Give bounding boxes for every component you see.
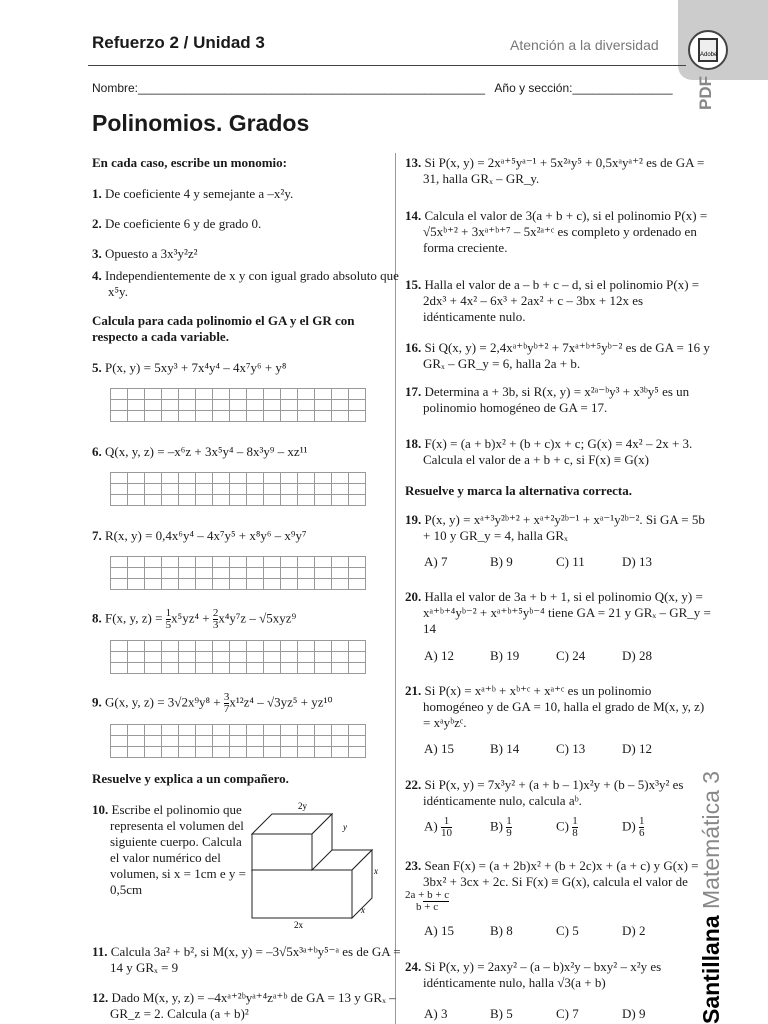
label-2x: 2x <box>294 920 303 930</box>
problem-14 <box>405 208 713 256</box>
problem-3 <box>92 246 387 262</box>
answer-grid-6[interactable] <box>110 472 366 506</box>
problem-number: 7. <box>92 528 102 543</box>
label-x-depth: x <box>361 905 365 915</box>
problem-number: 11. <box>92 944 108 959</box>
problem-text: Halla el valor de a – b + c – d, si el polinomio P(x) = 2dx³ + 4x² – 6x³ + 2ax² + c – 3bx + 12x es idénticamente nulo. <box>423 277 700 324</box>
problem-number: 20. <box>405 589 422 604</box>
option[interactable]: C) 11 <box>556 554 585 569</box>
problem-12 <box>92 990 406 1022</box>
problem-21 <box>405 683 713 731</box>
problem-number: 4. <box>92 268 102 283</box>
problem-5 <box>92 360 392 376</box>
problem-text-post: x⁴y⁷z – √5xyz⁹ <box>218 610 297 626</box>
volume-figure <box>244 800 384 930</box>
problem-13 <box>405 155 713 187</box>
option[interactable]: B) 19 <box>490 648 520 663</box>
problem-number: 18. <box>405 436 422 451</box>
problem-9 <box>92 692 392 715</box>
problem-number: 8. <box>92 610 102 626</box>
problem-text: Independientemente de x y con igual grado absoluto que x⁵y. <box>105 268 399 299</box>
problem-17 <box>405 384 713 416</box>
problem-text: Si P(x, y) = 2xᵃ⁺⁵yᵃ⁻¹ + 5x²ᵃy⁵ + 0,5xᵃyᵃ⁺² es de GA = 31, halla GRₓ – GR_y. <box>423 155 705 186</box>
problem-7 <box>92 528 392 544</box>
options-24 <box>424 1006 688 1022</box>
problem-text: Dado M(x, y, z) = –4xᵃ⁺²ᵇyᵃ⁺⁴zᵃ⁺ᵇ de GA = 13 y GRₓ – GR_z = 2. Calcula (a + b)² <box>110 990 396 1021</box>
page-title: Polinomios. Grados <box>92 110 310 136</box>
option[interactable]: B) 8 <box>490 923 513 938</box>
option[interactable]: D) 12 <box>622 741 652 756</box>
problem-number: 22. <box>405 777 422 792</box>
problem-text: Calcula 3a² + b², si M(x, y) = –3√5x³ᵃ⁺ᵇy⁵⁻ᵃ es de GA = 14 y GRₓ = 9 <box>110 944 401 975</box>
option[interactable]: C) 24 <box>556 648 586 663</box>
problem-text: Escribe el polinomio que representa el volumen del siguiente cuerpo. Calcula el valor numérico del volumen, si x = 1cm e y = 0,5cm <box>110 802 246 897</box>
options-21 <box>424 741 688 757</box>
option[interactable]: A) 15 <box>424 741 454 756</box>
fraction: $\frac{1}{5}$ <box>165 607 172 631</box>
problem-text: Si Q(x, y) = 2,4xᵃ⁺ᵇyᵇ⁺² + 7xᵃ⁺ᵇ⁺⁵yᵇ⁻² es de GA = 16 y GRₓ – GR_y = 6, halla 2a + b. <box>423 340 710 371</box>
problem-text-mid: x⁵yz⁴ + <box>171 610 210 626</box>
problem-number: 24. <box>405 959 422 974</box>
problem-11 <box>92 944 406 976</box>
problem-6 <box>92 444 392 460</box>
problem-number: 3. <box>92 246 102 261</box>
problem-18 <box>405 436 713 468</box>
problem-text: R(x, y) = 0,4x⁶y⁴ – 4x⁷y⁵ + x⁸y⁶ – x⁹y⁷ <box>105 528 307 543</box>
options-20 <box>424 648 688 664</box>
problem-text: P(x, y) = xᵃ⁺³y²ᵇ⁺² + xᵃ⁺²y²ᵇ⁻¹ + xᵃ⁻¹y²ᵇ⁻². Si GA = 5b + 10 y GR_y = 4, halla GRₓ <box>423 512 705 543</box>
problem-24 <box>405 959 713 991</box>
section-label: Año y sección: <box>494 81 573 95</box>
answer-grid-9[interactable] <box>110 724 366 758</box>
problem-number: 15. <box>405 277 422 292</box>
worksheet-title: Refuerzo 2 / Unidad 3 <box>92 33 265 52</box>
problem-number: 9. <box>92 694 102 710</box>
problem-1 <box>92 186 387 202</box>
problem-number: 12. <box>92 990 109 1005</box>
problem-number: 2. <box>92 216 102 231</box>
instruction-4: Resuelve y marca la alternativa correcta. <box>405 483 632 498</box>
label-y: y <box>343 822 347 832</box>
option[interactable]: D) 13 <box>622 554 652 569</box>
fraction: $\frac{2}{3}$ <box>212 607 219 631</box>
problem-number: 23. <box>405 858 422 873</box>
problem-15 <box>405 277 713 325</box>
options-19 <box>424 554 688 570</box>
option[interactable]: C) $\frac{1}{8}$ <box>556 815 578 839</box>
problem-number: 10. <box>92 802 109 817</box>
fraction: $\frac{2a + b + c}{b + c}$ <box>405 889 450 913</box>
problem-number: 19. <box>405 512 422 527</box>
problem-8 <box>92 608 392 631</box>
option[interactable]: C) 7 <box>556 1006 579 1021</box>
label-x-right: x <box>374 866 378 876</box>
problem-number: 16. <box>405 340 422 355</box>
problem-text: Calcula el valor de 3(a + b + c), si el polinomio P(x) = √5xᵇ⁺² + 3xᵃ⁺ᵇ⁺⁷ – 5x²ᵃ⁺ᶜ es completo y ordenado en forma creciente. <box>423 208 708 255</box>
option[interactable]: A) $\frac{1}{10}$ <box>424 815 452 839</box>
problem-number: 14. <box>405 208 422 223</box>
problem-2 <box>92 216 387 232</box>
problem-number: 21. <box>405 683 422 698</box>
problem-text: Determina a + 3b, si R(x, y) = x²ᵃ⁻ᵇy³ + x³ᵇy⁵ es un polinomio homogéneo de GA = 17. <box>423 384 690 415</box>
problem-text-pre: G(x, y, z) = 3√2x⁹y⁸ + <box>105 694 221 710</box>
problem-23 <box>405 858 713 913</box>
option[interactable]: D) $\frac{1}{6}$ <box>622 815 645 839</box>
header-divider <box>88 65 686 66</box>
pdf-icon-label: Adobe <box>700 52 718 58</box>
problem-number: 1. <box>92 186 102 201</box>
option[interactable]: D) 28 <box>622 648 652 663</box>
problem-text: Q(x, y, z) = –x⁶z + 3x⁵y⁴ – 8x³y⁹ – xz¹¹ <box>105 444 308 459</box>
problem-text: Opuesto a 3x³y²z² <box>105 246 198 261</box>
answer-grid-8[interactable] <box>110 640 366 674</box>
problem-4 <box>92 268 403 300</box>
fraction: $\frac{3}{7}$ <box>223 691 230 715</box>
problem-number: 6. <box>92 444 102 459</box>
answer-grid-7[interactable] <box>110 556 366 590</box>
answer-grid-5[interactable] <box>110 388 366 422</box>
option[interactable]: A) 15 <box>424 923 454 938</box>
problem-text: Si P(x) = xᵃ⁺ᵇ + xᵇ⁺ᶜ + xᵃ⁺ᶜ es un polinomio homogéneo y de GA = 10, halla el grado de M(x, y, z) = xᵃyᵇzᶜ. <box>423 683 705 730</box>
problem-text: De coeficiente 4 y semejante a –x²y. <box>105 186 294 201</box>
pdf-label: PDF <box>696 76 715 110</box>
problem-text: Si P(x, y) = 2axy² – (a – b)x²y – bxy² – x²y es idénticamente nulo, halla √3(a + b) <box>423 959 662 990</box>
name-line <box>92 81 673 95</box>
problem-number: 17. <box>405 384 422 399</box>
problem-number: 13. <box>405 155 422 170</box>
option[interactable]: C) 13 <box>556 741 586 756</box>
option[interactable]: D) 2 <box>622 923 646 938</box>
problem-text: Si P(x, y) = 7x³y² + (a + b – 1)x²y + (b – 5)x³y² es idénticamente nulo, calcula aᵇ. <box>423 777 684 808</box>
problem-text-pre: F(x, y, z) = <box>105 610 163 626</box>
option[interactable]: A) 7 <box>424 554 448 569</box>
option[interactable]: C) 5 <box>556 923 579 938</box>
worksheet-subtitle: Atención a la diversidad <box>510 37 659 53</box>
option[interactable]: A) 3 <box>424 1006 448 1021</box>
option[interactable]: B) $\frac{1}{9}$ <box>490 815 512 839</box>
problem-10 <box>92 802 252 898</box>
brand-name: Santillana <box>698 915 724 1024</box>
name-label: Nombre: <box>92 81 139 95</box>
options-23 <box>424 923 688 939</box>
problem-number: 5. <box>92 360 102 375</box>
problem-22 <box>405 777 713 809</box>
problem-text-post: x¹²z⁴ – √3yz⁵ + yz¹⁰ <box>229 694 333 710</box>
problem-16 <box>405 340 713 372</box>
problem-text: De coeficiente 6 y de grado 0. <box>105 216 262 231</box>
option[interactable]: B) 9 <box>490 554 513 569</box>
brand-subject: Matemática 3 <box>698 770 724 909</box>
options-22 <box>424 816 688 839</box>
option[interactable]: A) 12 <box>424 648 454 663</box>
label-2y: 2y <box>298 801 307 811</box>
name-blank[interactable]: ____________________________________________________ <box>138 81 486 95</box>
instruction-3: Resuelve y explica a un compañero. <box>92 771 289 786</box>
instruction-2: Calcula para cada polinomio el GA y el GR con respecto a cada variable. <box>92 313 355 344</box>
problem-text: P(x, y) = 5xy³ + 7x⁴y⁴ – 4x⁷y⁶ + y⁸ <box>105 360 287 375</box>
problem-text: F(x) = (a + b)x² + (b + c)x + c; G(x) = 4x² – 2x + 3. Calcula el valor de a + b + c, si F(x) ≡ G(x) <box>423 436 693 467</box>
option[interactable]: D) 9 <box>622 1006 646 1021</box>
problem-20 <box>405 589 713 637</box>
problem-text: Sean F(x) = (a + 2b)x² + (b + 2c)x + (a + c) y G(x) = 3bx² + 3cx + 2c. Si F(x) ≡ G(x), calcula el valor de <box>423 858 699 889</box>
instruction-1: En cada caso, escribe un monomio: <box>92 155 287 170</box>
option[interactable]: B) 5 <box>490 1006 513 1021</box>
option[interactable]: B) 14 <box>490 741 520 756</box>
problem-text: Halla el valor de 3a + b + 1, si el polinomio Q(x, y) = xᵃ⁺ᵇ⁺⁴yᵇ⁻² + xᵃ⁺ᵇ⁺⁵yᵇ⁻⁴ tiene GA = 21 y GRₓ – GR_y = 14 <box>423 589 711 636</box>
section-blank[interactable]: _______________ <box>572 81 673 95</box>
problem-19 <box>405 512 713 544</box>
pdf-document-icon <box>698 38 718 62</box>
